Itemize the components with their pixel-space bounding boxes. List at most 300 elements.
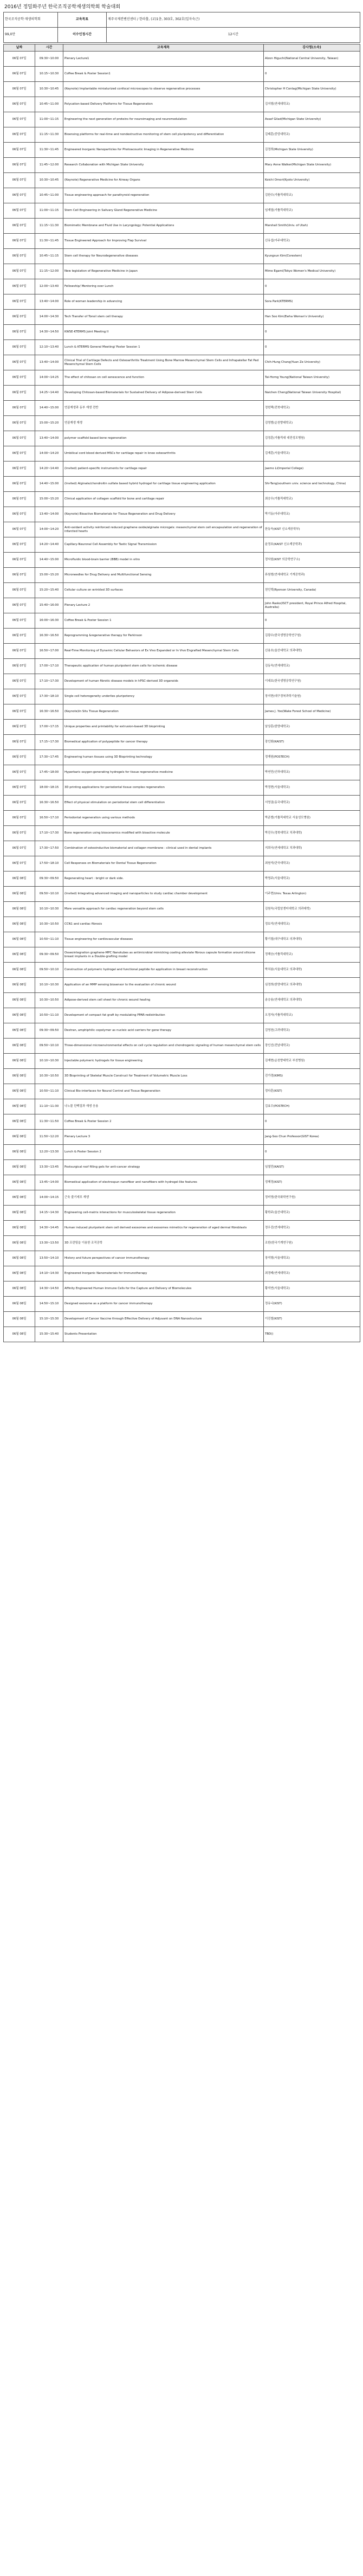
table-row xyxy=(4,978,360,993)
cell-lecturer: 이진철(KIST) xyxy=(264,1312,360,1327)
cell-time: 10:50~11:10 xyxy=(35,1008,63,1023)
table-row xyxy=(4,462,360,477)
table-row xyxy=(4,325,360,340)
info-hours: 12시간 xyxy=(107,28,360,43)
cell-date: 06월 08일 xyxy=(4,1130,35,1145)
table-row xyxy=(4,780,360,796)
cell-title: Clinical application of collagen scaffold for bone and cartilage repair xyxy=(63,492,264,507)
cell-date: 06월 07일 xyxy=(4,856,35,872)
cell-date: 06월 07일 xyxy=(4,704,35,720)
cell-time: 09:50~10:10 xyxy=(35,1039,63,1054)
cell-title: Bioensing platforms for real-time and nondestructive monitoring of stem cell pluripotency and differentiation xyxy=(63,127,264,143)
cell-date: 06월 07일 xyxy=(4,294,35,310)
cell-title: Capillary-Neuronal Cell Assembly for Tastic Signal Transmission xyxy=(63,537,264,553)
cell-date: 06월 07일 xyxy=(4,568,35,583)
cell-date: 06월 07일 xyxy=(4,750,35,765)
cell-date: 06월 07일 xyxy=(4,173,35,188)
cell-title: Single cell heterogeneity underlies pluripotency xyxy=(63,689,264,704)
cell-time: 09:30~09:50 xyxy=(35,947,63,963)
cell-title: Engineering the next generation of proteins for neuroimaging and neuromodulation xyxy=(63,112,264,127)
cell-lecturer: 박치봉(서울대학교 의과대학) xyxy=(264,963,360,978)
cell-title: KWSE-KTERMS Joint Meeting II xyxy=(63,325,264,340)
cell-lecturer: 김재훈(서울대학교) xyxy=(264,446,360,462)
cell-lecturer: James J. Yoo(Wake Forest School of Medicine) xyxy=(264,704,360,720)
cell-lecturer: 황학주(울산대학교) xyxy=(264,1206,360,1221)
table-row xyxy=(4,629,360,644)
cell-time: 13:30~13:50 xyxy=(35,1236,63,1251)
cell-lecturer: Assaf Gilad(Michigan State University) xyxy=(264,112,360,127)
cell-title: Role of woman leadership in advancing xyxy=(63,294,264,310)
table-row xyxy=(4,143,360,158)
cell-date: 06월 07일 xyxy=(4,446,35,462)
table-row xyxy=(4,82,360,97)
cell-title: Coffee Break & Poster Session1 xyxy=(63,67,264,82)
cell-lecturer: 정유나(KIST) xyxy=(264,1297,360,1312)
cell-title: Regenerating heart : bright or dark side. xyxy=(63,872,264,887)
table-row xyxy=(4,568,360,583)
cell-title: Anti-oxidant activity reinforced reduced graphene oxide/alginate microgels: mesenchymal stem cell encapsulation and regeneration of infarcted hearts xyxy=(63,522,264,537)
cell-lecturer: 서영권(동국대학교) xyxy=(264,796,360,811)
cell-lecturer: 이대호(한국생명공학연구원) xyxy=(264,674,360,689)
table-row xyxy=(4,1069,360,1084)
cell-date: 06월 07일 xyxy=(4,583,35,598)
cell-title: Engineered Inorganic Nanoparticles for Photoacoustic Imaging in Regenerative Medicine xyxy=(63,143,264,158)
cell-date: 06월 07일 xyxy=(4,720,35,735)
cell-title: 3D 프린팅을 이용한 조직공학 xyxy=(63,1236,264,1251)
cell-lecturer: 윤정호(KAIST 신소재공학과) xyxy=(264,537,360,553)
cell-time: 15:00~15:20 xyxy=(35,568,63,583)
cell-date: 06월 08일 xyxy=(4,1054,35,1069)
cell-lecturer: 김영범(순천향대학교) xyxy=(264,416,360,431)
cell-title: New legislation of Regenerative Medicine in Japan xyxy=(63,264,264,279)
cell-time: 13:40~14:00 xyxy=(35,507,63,522)
info-venue: 제주국제컨벤션센터 / 한라홀, (교)1층, 303호, 302호(일자숙근) xyxy=(107,12,360,28)
cell-date: 06월 07일 xyxy=(4,416,35,431)
cell-date: 06월 08일 xyxy=(4,1145,35,1160)
table-row xyxy=(4,477,360,492)
cell-title: Students Presentation xyxy=(63,1327,264,1342)
cell-time: 13:40~14:00 xyxy=(35,431,63,446)
cell-title: Human induced pluripotent stem cell derived exosomes and exosomes mimetics for regeneration of aged dermal fibroblasts xyxy=(63,1221,264,1236)
cell-lecturer: 황석연(서울대학교) xyxy=(264,1281,360,1297)
table-row xyxy=(4,279,360,294)
cell-lecturer: Naichen Cheng(National Taiwan University Hospital) xyxy=(264,386,360,401)
table-row xyxy=(4,234,360,249)
table-row xyxy=(4,1145,360,1160)
cell-title: Affinity Engineered Human Immune Cells for the Capture and Delivery of Biomolecules xyxy=(63,1281,264,1297)
cell-title: 3D Bioprinting of Skeletal Muscle Construct for Treatment of Volumetric Muscle Loss xyxy=(63,1069,264,1084)
cell-lecturer: Tai-Horng Young(National Taiwan University) xyxy=(264,370,360,386)
cell-lecturer: 심정희(한양대학교 의과대학) xyxy=(264,978,360,993)
table-row xyxy=(4,264,360,279)
cell-date: 06월 08일 xyxy=(4,872,35,887)
cell-date: 06월 07일 xyxy=(4,249,35,264)
cell-time: 14:40~15:00 xyxy=(35,401,63,416)
cell-date: 06월 08일 xyxy=(4,1251,35,1266)
cell-lecturer: 김동욱(연세대학교) xyxy=(264,659,360,674)
cell-lecturer: 김재현(순천향대학교 부천병원) xyxy=(264,1054,360,1069)
table-row xyxy=(4,537,360,553)
cell-title: Construction of polymeric hydrogel and functional peptide for application in breast reconstruction xyxy=(63,963,264,978)
cell-date: 06월 07일 xyxy=(4,203,35,219)
cell-lecturer: 신용호(울산대학교 의과대학) xyxy=(264,644,360,659)
cell-time: 11:30~11:50 xyxy=(35,1114,63,1130)
cell-lecturer: 박준범(가톨릭대학교 서울성모병원) xyxy=(264,811,360,826)
cell-title: Development of human fibrotic disease models in hPSC-derived 3D organoids xyxy=(63,674,264,689)
table-row xyxy=(4,294,360,310)
cell-date: 06월 07일 xyxy=(4,674,35,689)
table-row xyxy=(4,765,360,780)
cell-title: Biomedical application of polypeptide for cancer therapy xyxy=(63,735,264,750)
cell-time: 10:15~10:30 xyxy=(35,67,63,82)
table-row xyxy=(4,355,360,370)
table-row xyxy=(4,902,360,917)
cell-time: 14:00~14:30 xyxy=(35,310,63,325)
cell-time: 15:40~16:00 xyxy=(35,598,63,613)
cell-title: (Keynote)In Situ Tissue Regeneration xyxy=(63,704,264,720)
cell-time: 11:15~12:00 xyxy=(35,264,63,279)
cell-lecturer: 최원석(단국대학교) xyxy=(264,856,360,872)
table-row xyxy=(4,1190,360,1206)
cell-date: 06월 08일 xyxy=(4,932,35,947)
cell-time: 15:10~15:30 xyxy=(35,1312,63,1327)
cell-time: 11:30~11:45 xyxy=(35,234,63,249)
cell-lecturer: 정헌택(전북대학교) xyxy=(264,401,360,416)
cell-title: Engineering cell-matrix interactions for musculoskeletal tissue regeneration xyxy=(63,1206,264,1221)
table-row xyxy=(4,446,360,462)
cell-lecturer: 정미영(한국화학연구원) xyxy=(264,1190,360,1206)
cell-lecturer: 류원형(연세대학교 기계공학과) xyxy=(264,568,360,583)
cell-title: Therapeutic application of human pluripotent stem cells for ischemic disease xyxy=(63,659,264,674)
cell-title: Biomedical application of electrospun nanofiber and nanofibers with hydrogel-like features xyxy=(63,1175,264,1190)
cell-time: 14:15~14:30 xyxy=(35,1206,63,1221)
cell-date: 06월 08일 xyxy=(4,1114,35,1130)
cell-date: 06월 07일 xyxy=(4,644,35,659)
cell-time: 18:00~18:15 xyxy=(35,780,63,796)
table-row xyxy=(4,644,360,659)
cell-date: 06월 07일 xyxy=(4,841,35,856)
cell-lecturer: 김한수(가톨릭대학교) xyxy=(264,188,360,203)
cell-title: Tissue engineering for cardiovascular diseases xyxy=(63,932,264,947)
cell-date: 06월 07일 xyxy=(4,67,35,82)
cell-time: 09:50~10:10 xyxy=(35,963,63,978)
cell-date: 06월 08일 xyxy=(4,1099,35,1114)
table-header-row xyxy=(4,44,360,52)
cell-date: 06월 07일 xyxy=(4,264,35,279)
page-title: 2016년 정밀화주년 한국조직공학재생의학회 학술대회 xyxy=(4,4,121,10)
table-row xyxy=(4,704,360,720)
cell-date: 06월 08일 xyxy=(4,1039,35,1054)
cell-date: 06월 08일 xyxy=(4,963,35,978)
table-row xyxy=(4,720,360,735)
cell-date: 06월 07일 xyxy=(4,477,35,492)
cell-lecturer: 0 xyxy=(264,340,360,355)
cell-lecturer: 0 xyxy=(264,67,360,82)
table-row xyxy=(4,1039,360,1054)
cell-lecturer: 남상훈(한양대학교) xyxy=(264,720,360,735)
cell-title: Stem Cell Engineering in Salivary Gland Regenerative Medicine xyxy=(63,203,264,219)
cell-date: 06월 07일 xyxy=(4,279,35,294)
table-row xyxy=(4,993,360,1008)
cell-time: 10:45~11:00 xyxy=(35,188,63,203)
cell-lecturer: 조한(한국기계연구원) xyxy=(264,1236,360,1251)
table-row xyxy=(4,1281,360,1297)
cell-lecturer: 장석형(서울대학교) xyxy=(264,1251,360,1266)
cell-time: 09:30~09:50 xyxy=(35,872,63,887)
cell-title: (Invited) patient-specific instruments for cartilage repair xyxy=(63,462,264,477)
cell-title: Designed exosome as a platform for cancer immunotherapy xyxy=(63,1297,264,1312)
cell-time: 14:30~14:50 xyxy=(35,1281,63,1297)
cell-title: (Invited) Alginate/chondroitin sulfate based hybrid hydrogel for cartilage tissue engineering application xyxy=(63,477,264,492)
cell-lecturer: 장인선(전남대학교) xyxy=(264,1039,360,1054)
cell-time: 17:10~17:30 xyxy=(35,826,63,841)
table-row xyxy=(4,1221,360,1236)
cell-time: 15:00~15:20 xyxy=(35,492,63,507)
cell-lecturer: 0 xyxy=(264,279,360,294)
table-row xyxy=(4,917,360,932)
cell-title: Stem cell therapy for Neurodegenerative diseases xyxy=(63,249,264,264)
cell-lecturer: 박정현(서울대학교) xyxy=(264,780,360,796)
cell-title: Coffee Break & Poster Session 1 xyxy=(63,613,264,629)
table-row xyxy=(4,1114,360,1130)
cell-date: 06월 07일 xyxy=(4,52,35,67)
cell-lecturer: 정보석(연세대학교) xyxy=(264,917,360,932)
cell-date: 06월 07일 xyxy=(4,127,35,143)
info-table xyxy=(3,12,360,43)
cell-lecturer: Koichi Omori(Kyoto University) xyxy=(264,173,360,188)
cell-title: Combination of osteoinductive biomaterial and collagen membrane : clinical used in dental implants xyxy=(63,841,264,856)
info-row xyxy=(4,12,360,28)
cell-time: 14:30~14:45 xyxy=(35,1221,63,1236)
cell-time: 11:15~11:30 xyxy=(35,127,63,143)
cell-date: 06월 07일 xyxy=(4,537,35,553)
header-lecturer: 강사명(소속) xyxy=(264,44,360,52)
table-row xyxy=(4,1054,360,1069)
cell-time: 12:20~13:30 xyxy=(35,1145,63,1160)
cell-title: Developing Chitosan-based Biomaterials for Sustained Delivery of Adipose-derived Stem Cells xyxy=(63,386,264,401)
cell-title: Tissue Engineered Approach for Improving Flap Survival xyxy=(63,234,264,249)
cell-lecturer: 김광수(한국생명공학연구원) xyxy=(264,629,360,644)
cell-time: 11:45~12:00 xyxy=(35,158,63,173)
cell-title: Cellular culture on wrinkled 3D surfaces xyxy=(63,583,264,598)
cell-title: Plenary Lecture 3 xyxy=(63,1130,264,1145)
table-row xyxy=(4,1160,360,1175)
cell-time: 17:15~17:30 xyxy=(35,735,63,750)
cell-title: Application of an MMP sensing biosensor to the evaluation of chronic wound xyxy=(63,978,264,993)
cell-title: Injectable polymeric hydrogels for tissue engineering xyxy=(63,1054,264,1069)
cell-title: Adipose-derived stem cell sheet for chronic wound healing xyxy=(63,993,264,1008)
cell-date: 06월 08일 xyxy=(4,1160,35,1175)
header-title: 교육제목 xyxy=(63,44,264,52)
cell-title: Postsurgical roof filling gels for anti-cancer strategy xyxy=(63,1160,264,1175)
table-row xyxy=(4,370,360,386)
cell-lecturer: Sora Park(KTERMS) xyxy=(264,294,360,310)
cell-time: 10:30~10:50 xyxy=(35,993,63,1008)
table-row xyxy=(4,841,360,856)
cell-date: 06월 08일 xyxy=(4,1297,35,1312)
info-organizer: 한국조직공학·재생의학회 xyxy=(4,12,58,28)
table-row xyxy=(4,158,360,173)
cell-lecturer: John Rasko(ISCT president, Royal Prince Alfred Hospital, Australia) xyxy=(264,598,360,613)
table-row xyxy=(4,932,360,947)
table-row xyxy=(4,735,360,750)
cell-time: 11:00~11:15 xyxy=(35,112,63,127)
table-row xyxy=(4,598,360,613)
cell-time: 16:50~17:10 xyxy=(35,811,63,826)
cell-time: 16:30~16:50 xyxy=(35,796,63,811)
cell-title: Hyperbaric oxygen-generating hydrogels for tissue regenerative medicine xyxy=(63,765,264,780)
cell-date: 06월 08일 xyxy=(4,1281,35,1297)
cell-lecturer: 김정훈(가톨릭대 대전성모병원) xyxy=(264,431,360,446)
table-row xyxy=(4,401,360,416)
table-row xyxy=(4,1266,360,1281)
cell-time: 14:20~14:40 xyxy=(35,537,63,553)
cell-lecturer: 장지현(대구경북과학기술원) xyxy=(264,689,360,704)
cell-time: 15:30~15:40 xyxy=(35,1327,63,1342)
cell-lecturer: 장인화(KAIST) xyxy=(264,735,360,750)
cell-title: Biomimetic Membrane and Fluid Use in Laryngology: Potential Applications xyxy=(63,219,264,234)
cell-title: (Keynote) Regenerative Medicine for Airway Organs xyxy=(63,173,264,188)
cell-title: (Keynote) Bioactive Biomaterials for Tissue Regeneration and Drug Delivery xyxy=(63,507,264,522)
cell-title: Microneedles for Drug Delivery and Multifunctional Sensing xyxy=(63,568,264,583)
cell-date: 06월 07일 xyxy=(4,796,35,811)
cell-lecturer: 임재열(가톨릭대학교) xyxy=(264,203,360,219)
cell-title: History and future perspectives of cancer immunotherapy xyxy=(63,1251,264,1266)
cell-title: Polycation-based Delivery Platforms for Tissue Regeneration xyxy=(63,97,264,112)
cell-time: 11:50~12:20 xyxy=(35,1130,63,1145)
cell-title: Real-Time Monitoring of Dynamic Cellular Behaviors of Ex Vivo Expanded or In Vivo Engrafted Mesenchymal Stem Cells xyxy=(63,644,264,659)
cell-lecturer: Jang-Soo Chun Professor(GIST Korea) xyxy=(264,1130,360,1145)
cell-time: 11:10~11:30 xyxy=(35,1099,63,1114)
cell-time: 10:10~10:30 xyxy=(35,1054,63,1069)
cell-lecturer: 이주현(Univ. Texas Arlington) xyxy=(264,887,360,902)
cell-title: Unique properties and printability for extrusion-based 3D bioprinting xyxy=(63,720,264,735)
cell-title: Lunch & Poster Session 2 xyxy=(63,1145,264,1160)
table-row xyxy=(4,750,360,765)
table-row xyxy=(4,52,360,67)
cell-lecturer: 김태훈(중앙대학교) xyxy=(264,127,360,143)
table-row xyxy=(4,674,360,689)
cell-lecturer: Chih-Hung Chang(Yuan Ze University) xyxy=(264,355,360,370)
cell-lecturer: Christopher H Contag(Michigan State University) xyxy=(264,82,360,97)
table-row xyxy=(4,249,360,264)
cell-lecturer: 박진우(경북대학교 치과대학) xyxy=(264,826,360,841)
cell-time: 17:10~17:30 xyxy=(35,674,63,689)
cell-date: 06월 07일 xyxy=(4,112,35,127)
cell-lecturer: 최경태(연세대학교) xyxy=(264,1266,360,1281)
cell-time: 17:30~17:50 xyxy=(35,841,63,856)
cell-title: More versatile approach for cardiac regeneration beyond stem cells xyxy=(63,902,264,917)
cell-date: 06월 07일 xyxy=(4,553,35,568)
cell-date: 06월 08일 xyxy=(4,1023,35,1039)
cell-time: 14:10~14:30 xyxy=(35,1266,63,1281)
cell-time: 17:00~17:10 xyxy=(35,659,63,674)
cell-date: 06월 07일 xyxy=(4,613,35,629)
cell-time: 13:30~13:45 xyxy=(35,1160,63,1175)
cell-title: 연골재생과 동부 재생 전반 xyxy=(63,401,264,416)
cell-time: 10:10~10:30 xyxy=(35,978,63,993)
cell-lecturer: 한동욱(KIST 신소재공학부) xyxy=(264,522,360,537)
cell-title: Reprogramming &regenerative therapy for Parkinson xyxy=(63,629,264,644)
cell-lecturer: Jaemo Li(Imperial College) xyxy=(264,462,360,477)
cell-date: 06월 07일 xyxy=(4,735,35,750)
cell-title: 근육 줄기세포 재생 xyxy=(63,1190,264,1206)
cell-lecturer: 오정자(가톨릭대학교) xyxy=(264,1008,360,1023)
cell-time: 14:00~14:25 xyxy=(35,370,63,386)
table-row xyxy=(4,1251,360,1266)
table-row xyxy=(4,1023,360,1039)
cell-time: 10:50~11:10 xyxy=(35,1084,63,1099)
cell-time: 17:30~18:10 xyxy=(35,689,63,704)
cell-date: 06월 07일 xyxy=(4,82,35,97)
cell-title: Engineering human tissues using 3D Bioprinting technology xyxy=(63,750,264,765)
cell-lecturer: 김효수(POSTECH) xyxy=(264,1099,360,1114)
info-fee: 99,0만 xyxy=(4,28,58,43)
cell-title: Three-dimensional microenvironmental effects on cell cycle regulation and chondrogenic signaling of human mesenchymal stem cells xyxy=(63,1039,264,1054)
cell-date: 06월 07일 xyxy=(4,355,35,370)
cell-date: 06월 07일 xyxy=(4,370,35,386)
schedule-body xyxy=(4,52,360,1342)
cell-title: Development of compact fat graft by modulating PPAR-redistribution xyxy=(63,1008,264,1023)
cell-time: 10:30~10:45 xyxy=(35,173,63,188)
schedule-table xyxy=(3,44,360,1342)
table-row xyxy=(4,1327,360,1342)
cell-lecturer: 김지형(연세대학교) xyxy=(264,97,360,112)
table-row xyxy=(4,613,360,629)
cell-time: 12:10~13:40 xyxy=(35,340,63,355)
table-row xyxy=(4,826,360,841)
cell-lecturer: Alzon Higuchi(National Central University, Taiwan) xyxy=(264,52,360,67)
cell-lecturer: 정해승(가톨릭대학교) xyxy=(264,947,360,963)
cell-time: 17:50~18:10 xyxy=(35,856,63,872)
info-row xyxy=(4,28,360,43)
cell-lecturer: 0 xyxy=(264,325,360,340)
cell-title: CCN1 and cardiac fibrosis xyxy=(63,917,264,932)
cell-date: 06월 08일 xyxy=(4,1084,35,1099)
cell-lecturer: 진가경(KIMS) xyxy=(264,1069,360,1084)
table-row xyxy=(4,416,360,431)
table-row xyxy=(4,97,360,112)
cell-lecturer: 박기동(아주대학교) xyxy=(264,507,360,522)
cell-lecturer: Shi-Tang(southern univ. science and technology, China) xyxy=(264,477,360,492)
cell-lecturer: 최승우(가톨릭대학교) xyxy=(264,492,360,507)
cell-time: 10:10~10:30 xyxy=(35,902,63,917)
cell-lecturer: 정낙원(KIST 의공학연구소) xyxy=(264,553,360,568)
table-row xyxy=(4,583,360,598)
cell-lecturer: 0 xyxy=(264,1145,360,1160)
cell-title: (Keynote) Implantable miniaturized confocal microscopes to observe regenerative processes xyxy=(63,82,264,97)
cell-time: 17:00~17:15 xyxy=(35,720,63,735)
cell-title: Periodontal regeneration using various methods xyxy=(63,811,264,826)
table-row xyxy=(4,1206,360,1221)
table-row xyxy=(4,1175,360,1190)
cell-lecturer: 0 xyxy=(264,613,360,629)
table-row xyxy=(4,1236,360,1251)
cell-time: 16:50~17:00 xyxy=(35,644,63,659)
cell-date: 06월 07일 xyxy=(4,507,35,522)
cell-date: 06월 08일 xyxy=(4,1008,35,1023)
cell-time: 14:20~14:40 xyxy=(35,462,63,477)
cell-title: Tech Transfer of Tonsil stem cell therapy xyxy=(63,310,264,325)
cell-time: 10:45~11:15 xyxy=(35,249,63,264)
cell-time: 09:30~10:00 xyxy=(35,52,63,67)
cell-lecturer: 신유섭(아주대학교) xyxy=(264,234,360,249)
table-row xyxy=(4,1099,360,1114)
cell-time: 17:30~17:45 xyxy=(35,750,63,765)
cell-date: 06월 08일 xyxy=(4,1266,35,1281)
cell-time: 13:45~14:00 xyxy=(35,1175,63,1190)
cell-time: 13:40~14:00 xyxy=(35,294,63,310)
